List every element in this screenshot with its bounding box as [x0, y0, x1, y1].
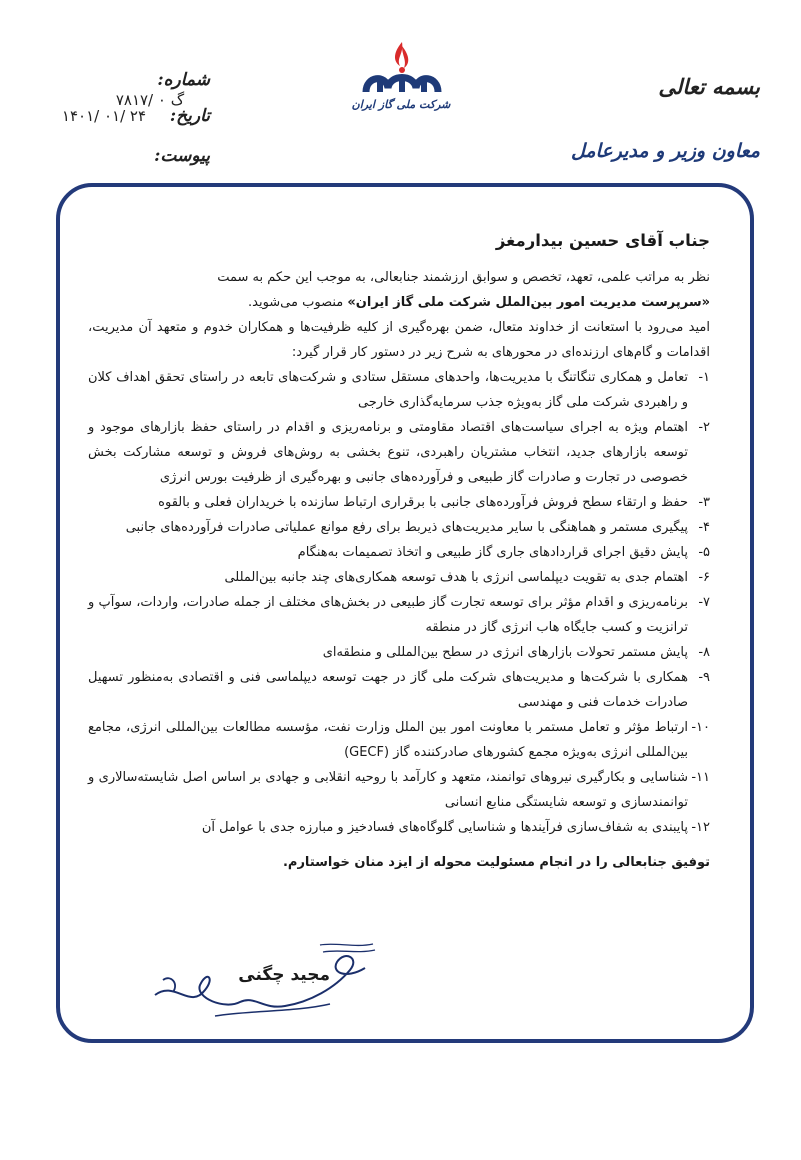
- duty-item: [88, 415, 710, 490]
- appointment-title: «سرپرست مدیریت امور بین‌الملل شرکت ملی گاز ایران»: [347, 295, 710, 310]
- closing-sentence: توفیق جنابعالی را در انجام مسئولیت محوله از ایزد منان خواستارم.: [282, 855, 710, 870]
- item-number: ۷-: [698, 595, 710, 610]
- duty-item: [88, 765, 710, 815]
- item-number: ۳-: [698, 495, 710, 510]
- number-value: ۷۸۱۷/ گ ۰: [115, 91, 185, 109]
- logo-caption: شرکت ملی گاز ایران: [351, 98, 451, 111]
- item-number: ۱۲-: [691, 820, 710, 835]
- item-number: ۲-: [698, 420, 710, 435]
- handwritten-signature: [145, 940, 385, 1025]
- intro-paragraph-1: نظر به مراتب علمی، تعهد، تخصص و سوابق ارزشمند جنابعالی، به موجب این حکم به سمت: [217, 270, 710, 285]
- company-logo: [352, 40, 452, 145]
- item-text: پایش مستمر تحولات بازارهای انرژی در سطح بین‌المللی و منطقه‌ای: [322, 645, 688, 660]
- item-text: اهتمام ویژه به اجرای سیاست‌های اقتصاد مقاومتی و برنامه‌ریزی و اقدام در راستای حفظ بازارهای موجود و توسعه بازارهای جدید، انتخاب مشتریان راهبردی، تنوع بخشی به روش‌های فروش و توسعه مشارکت بخش خصوصی در تجارت و صادرات گاز طبیعی و فرآورده‌های جانبی و بهره‌گیری از ظرفیت بورس انرژی: [88, 420, 688, 485]
- item-number: ۹-: [698, 670, 710, 685]
- item-text: پایش دقیق اجرای قراردادهای جاری گاز طبیعی و اتخاذ تصمیمات به‌هنگام: [297, 545, 688, 560]
- intro-paragraph-3: امید می‌رود با استعانت از خداوند متعال، ضمن بهره‌گیری از کلیه ظرفیت‌ها و همکاران خدوم و متعهد آن مدیریت، اقدامات و گام‌های ارزنده‌ای در محورهای به شرح زیر در دستور کار قرار گیرد:: [88, 320, 710, 360]
- attachment-label: پیوست:: [154, 146, 210, 166]
- letter-body: [88, 228, 710, 875]
- item-number: ۱۰-: [691, 720, 710, 735]
- item-text: پایبندی به شفاف‌سازی فرآیندها و شناسایی گلوگاه‌های فسادخیز و مبارزه جدی با عوامل آن: [201, 820, 688, 835]
- item-text: همکاری با شرکت‌ها و مدیریت‌های شرکت ملی گاز در جهت توسعه دیپلماسی فنی و اقتصادی به‌منظور تسهیل صادرات خدمات فنی و مهندسی: [88, 670, 688, 710]
- item-text: اهتمام جدی به تقویت دیپلماسی انرژی با هدف توسعه همکاری‌های چند جانبه بین‌المللی: [224, 570, 688, 585]
- item-text: شناسایی و بکارگیری نیروهای توانمند، متعهد و کارآمد با روحیه انقلابی و جهادی بر اساس اصل شایسته‌سالاری و توانمندسازی و توسعه شایستگی منابع انسانی: [88, 770, 688, 810]
- item-text: تعامل و همکاری تنگاتنگ با مدیریت‌ها، واحدهای مستقل ستادی و شرکت‌های تابعه در راستای تحقق اهداف کلان و راهبردی شرکت ملی گاز به‌ویژه جذب سرمایه‌گذاری خارجی: [88, 370, 688, 410]
- item-number: ۶-: [698, 570, 710, 585]
- letter-number: [40, 70, 210, 110]
- duty-item: [88, 365, 710, 415]
- duty-item: [88, 715, 710, 765]
- number-label: شماره:: [157, 70, 210, 90]
- duty-item: [88, 490, 710, 515]
- appointment-rest: منصوب می‌شوید.: [248, 295, 348, 310]
- duty-item: [88, 540, 710, 565]
- date-value: ۱۴۰۱/ ۰۱/ ۲۴: [61, 107, 147, 125]
- item-text: پیگیری مستمر و هماهنگی با سایر مدیریت‌های ذیربط برای رفع موانع عملیاتی صادرات فرآورده‌های جانبی: [125, 520, 688, 535]
- item-text: حفظ و ارتقاء سطح فروش فرآورده‌های جانبی با برقراری ارتباط سازنده با خریداران فعلی و بالقوه: [158, 495, 688, 510]
- duty-item: [88, 515, 710, 540]
- duty-item: [88, 665, 710, 715]
- signatory-name: مجید چگنی: [238, 965, 330, 985]
- letter-date: [40, 106, 210, 126]
- duty-item: [88, 815, 710, 840]
- duty-item: [88, 590, 710, 640]
- duty-item: [88, 640, 710, 665]
- recipient-heading: جناب آقای حسین بیدارمغز: [495, 231, 710, 250]
- item-number: ۱-: [698, 370, 710, 385]
- flame-icon: [352, 40, 452, 100]
- intro-paragraph-2: [88, 290, 710, 315]
- item-number: ۴-: [698, 520, 710, 535]
- item-number: ۱۱-: [691, 770, 710, 785]
- item-number: ۸-: [698, 645, 710, 660]
- item-number: ۵-: [698, 545, 710, 560]
- item-text: برنامه‌ریزی و اقدام مؤثر برای توسعه تجارت گاز طبیعی در بخش‌های مختلف از جمله صادرات، واردات، سوآپ و ترانزیت و کسب جایگاه هاب انرژی گاز در منطقه: [88, 595, 688, 635]
- letter-attachment: [40, 146, 210, 166]
- department-title: معاون وزیر و مدیرعامل: [570, 140, 760, 162]
- date-label: تاریخ:: [169, 106, 210, 126]
- bismillah-heading: بسمه تعالی: [658, 74, 760, 99]
- item-text: ارتباط مؤثر و تعامل مستمر با معاونت امور بین الملل وزارت نفت، مؤسسه مطالعات بین‌المللی انرژی، مجامع بین‌المللی انرژی به‌ویژه مجمع کشورهای صادرکننده گاز (GECF): [88, 720, 688, 760]
- duty-item: [88, 565, 710, 590]
